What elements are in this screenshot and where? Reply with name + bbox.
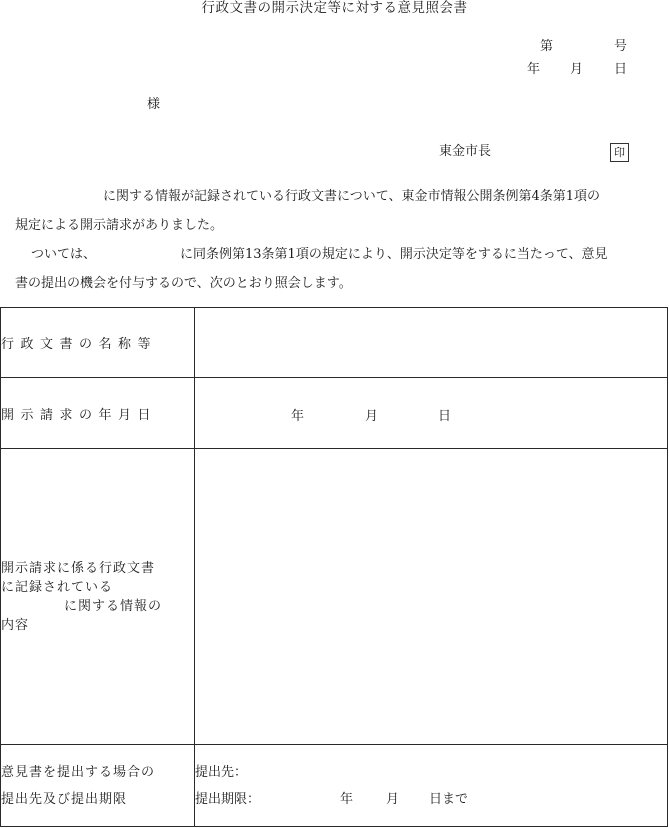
submission-destination[interactable]: 提出先： [195, 764, 248, 780]
table-row [1, 308, 668, 378]
label-line: 意見書を提出する場合の [1, 764, 156, 780]
inquiry-form-table [0, 307, 668, 827]
document-title: 行政文書の開示決定等に対する意見照会書 [201, 0, 468, 16]
table-row [1, 378, 668, 449]
value-submission [195, 745, 668, 827]
label-document-name: 行政文書の名称等 [1, 308, 195, 378]
body-line-3a: ついては、 [31, 247, 97, 262]
addressee-suffix: 様 [147, 97, 161, 112]
body-line-2: 規定による開示請求がありました。 [15, 218, 224, 233]
table-row [1, 449, 668, 745]
value-info-content[interactable] [195, 449, 668, 745]
label-submission [1, 745, 195, 827]
date-month: 月 [570, 62, 584, 77]
value-document-name[interactable] [195, 308, 668, 378]
table-row [1, 745, 668, 827]
date-day: 日 [614, 62, 628, 77]
deadline-month: 月 [386, 791, 400, 807]
body-line-1: に関する情報が記録されている行政文書について、東金市情報公開条例第4条第1項の [103, 189, 601, 204]
number-dai: 第 [540, 39, 554, 54]
sender-name: 東金市長 [439, 144, 492, 159]
label-line: 内容 [1, 617, 30, 633]
label-line: 提出先及び提出期限 [1, 791, 128, 807]
deadline-day: 日まで [429, 791, 469, 807]
label-line: 開示請求に係る行政文書 [1, 560, 156, 576]
date-year: 年 [527, 62, 541, 77]
body-line-3b: に同条例第13条第1項の規定により、開示決定等をするに当たって、意見 [180, 247, 608, 262]
number-go: 号 [614, 39, 628, 54]
deadline-label: 提出期限： [195, 791, 261, 807]
request-year: 年 [291, 409, 305, 424]
label-line: に関する情報の [64, 598, 163, 614]
request-month: 月 [365, 409, 379, 424]
seal-stamp: 印 [610, 143, 629, 162]
label-request-date: 開示請求の年月日 [1, 378, 195, 449]
deadline-year: 年 [340, 791, 354, 807]
submission-deadline[interactable] [195, 786, 667, 813]
label-info-content [1, 449, 195, 745]
label-line: に記録されている [1, 579, 114, 595]
value-request-date[interactable] [195, 378, 668, 449]
request-day: 日 [438, 409, 452, 424]
body-line-4: 書の提出の機会を付与するので、次のとおり照会します。 [15, 276, 352, 291]
